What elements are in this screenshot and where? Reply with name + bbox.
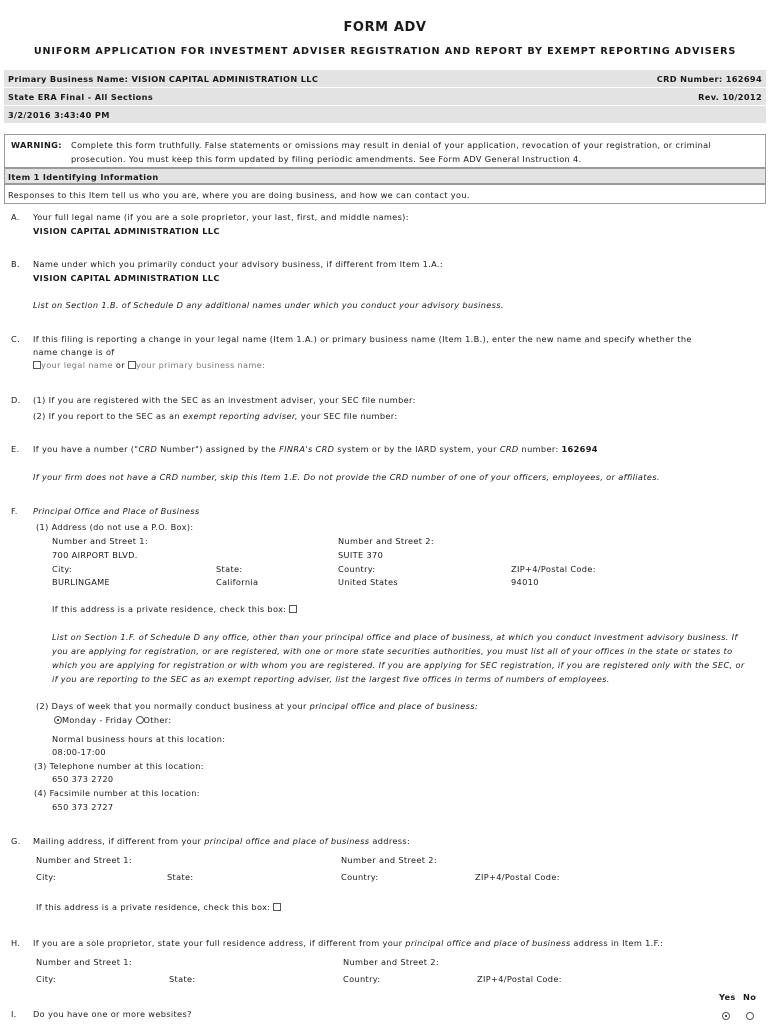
websites-no-radio-wrap xyxy=(746,1011,754,1021)
residence-street2-label: Number and Street 2: xyxy=(343,957,439,967)
item-d-line2-em: exempt reporting adviser, xyxy=(182,411,298,421)
state-value: California xyxy=(216,577,259,587)
mailing-street2-label: Number and Street 2: xyxy=(341,855,437,865)
warning-text-line1: Complete this form truthfully. False statements or omissions may result in denial of your application, revocation of your registration, or criminal xyxy=(71,140,712,150)
item-a-letter: A. xyxy=(11,212,20,222)
form-revision: Rev. 10/2012 xyxy=(698,92,762,102)
item-f-heading: Principal Office and Place of Business xyxy=(33,506,200,516)
item-f-note-line1: List on Section 1.F. of Schedule D any office, other than your principal office and place of business, at which you conduct investment advisory business. If xyxy=(52,632,738,642)
warning-text-line2: prosecution. You must keep this form updated by filing periodic amendments. See Form ADV General Instruction 4. xyxy=(71,154,582,164)
legal-name-option-label: your legal name xyxy=(41,360,113,370)
item-f-note-line3: which you are applying for registration or with whom you are registered. If you are applying for SEC registration, if you are registered only with the SEC, or xyxy=(52,660,745,670)
city-label: City: xyxy=(52,564,72,574)
telephone-value: 650 373 2720 xyxy=(52,774,114,784)
item1-intro: Responses to this Item tell us who you are, where you are doing business, and how we can contact you. xyxy=(8,190,470,200)
mailing-city-label: City: xyxy=(36,872,56,882)
header-bar-business xyxy=(4,70,766,87)
item-h-letter: H. xyxy=(11,938,21,948)
item-e-q-pre: If you have a number (" xyxy=(33,444,139,454)
item1-heading: Item 1 Identifying Information xyxy=(8,172,159,182)
residence-country-label: Country: xyxy=(343,974,381,984)
business-name-value: VISION CAPITAL ADMINISTRATION LLC xyxy=(33,273,220,283)
websites-yes-radio-wrap xyxy=(722,1011,730,1021)
item-e-q-crd2: CRD xyxy=(499,444,519,454)
crd-number-value: 162694 xyxy=(561,444,598,454)
days-label-pre: (2) Days of week that you normally conduct business at your xyxy=(36,701,307,711)
zip-value: 94010 xyxy=(511,577,539,587)
item-b-letter: B. xyxy=(11,259,20,269)
street2-label: Number and Street 2: xyxy=(338,536,434,546)
days-label-em: principal office and place of business: xyxy=(309,701,478,711)
country-value: United States xyxy=(338,577,398,587)
yes-column-header: Yes xyxy=(719,992,736,1002)
mailing-state-label: State: xyxy=(167,872,194,882)
item-e-question xyxy=(33,444,598,454)
item-c-letter: C. xyxy=(11,334,21,344)
hours-value: 08:00-17:00 xyxy=(52,747,106,757)
item-f-note-line4: if you are reporting to the SEC as an exempt reporting adviser, list the largest five offices in terms of numbers of employees. xyxy=(52,674,610,684)
residence-city-label: City: xyxy=(36,974,56,984)
monday-friday-radio[interactable] xyxy=(54,716,62,724)
item-e-note: If your firm does not have a CRD number, skip this Item 1.E. Do not provide the CRD number of one of your officers, employees, or affiliates. xyxy=(33,472,660,482)
item-e-q-crd1: CRD xyxy=(138,444,158,454)
facsimile-label: (4) Facsimile number at this location: xyxy=(34,788,200,798)
item-c-question-line2: name change is of xyxy=(33,347,115,357)
item-c-options xyxy=(33,360,265,370)
days-of-week-label xyxy=(36,701,478,711)
item-f-note-line2: you are applying for registration, or are registered, with one or more state securities authorities, you must list all of your offices in the state or states to xyxy=(52,646,733,656)
item-h-q-post: address in Item 1.F.: xyxy=(573,938,664,948)
item-d-letter: D. xyxy=(11,395,21,405)
mailing-private-residence-checkbox[interactable] xyxy=(273,903,281,911)
residence-zip-label: ZIP+4/Postal Code: xyxy=(477,974,562,984)
item-d-line2-post: your SEC file number: xyxy=(300,411,398,421)
item-e-letter: E. xyxy=(11,444,20,454)
mailing-zip-label: ZIP+4/Postal Code: xyxy=(475,872,560,882)
country-label: Country: xyxy=(338,564,376,574)
form-title: FORM ADV xyxy=(343,20,427,35)
item-e-q-mid2: system or by the IARD system, your xyxy=(337,444,497,454)
item-d-line2 xyxy=(33,411,397,421)
or-text: or xyxy=(115,360,125,370)
no-column-header: No xyxy=(743,992,757,1002)
other-days-label: Other: xyxy=(143,715,172,725)
item-a-question: Your full legal name (if you are a sole proprietor, your last, first, and middle names): xyxy=(33,212,409,222)
street1-value: 700 AIRPORT BLVD. xyxy=(52,550,138,560)
item-b-note: List on Section 1.B. of Schedule D any additional names under which you conduct your advisory business. xyxy=(33,300,504,310)
item-g-q-post: address: xyxy=(372,836,411,846)
item-b-question: Name under which you primarily conduct your advisory business, if different from Item 1.A.: xyxy=(33,259,443,269)
item-d-line2-pre: (2) If you report to the SEC as an xyxy=(33,411,180,421)
websites-no-radio[interactable] xyxy=(746,1012,754,1020)
form-subtitle: UNIFORM APPLICATION FOR INVESTMENT ADVISER REGISTRATION AND REPORT BY EXEMPT REPORTING ADVISERS xyxy=(33,46,737,57)
mailing-private-residence-label: If this address is a private residence, check this box: xyxy=(36,902,271,912)
filing-type: State ERA Final - All Sections xyxy=(8,92,154,102)
item-e-q-mid3: number: xyxy=(521,444,559,454)
facsimile-value: 650 373 2727 xyxy=(52,802,114,812)
header-bar-timestamp xyxy=(4,106,766,123)
item-c-question-line1: If this filing is reporting a change in your legal name (Item 1.A.) or primary business name (Item 1.B.), enter the new name and specify whether the xyxy=(33,334,692,344)
mailing-street1-label: Number and Street 1: xyxy=(36,855,132,865)
private-residence-row xyxy=(52,604,297,614)
warning-label: WARNING: xyxy=(11,140,62,150)
residence-state-label: State: xyxy=(169,974,196,984)
zip-label: ZIP+4/Postal Code: xyxy=(511,564,596,574)
item-i-letter: I. xyxy=(11,1009,17,1019)
primary-business-name: Primary Business Name: VISION CAPITAL ADMINISTRATION LLC xyxy=(8,74,319,84)
street2-value: SUITE 370 xyxy=(338,550,384,560)
other-days-radio[interactable] xyxy=(136,716,144,724)
private-residence-label: If this address is a private residence, check this box: xyxy=(52,604,287,614)
filing-timestamp: 3/2/2016 3:43:40 PM xyxy=(8,110,110,120)
residence-street1-label: Number and Street 1: xyxy=(36,957,132,967)
item-g-question xyxy=(33,836,410,846)
websites-yes-radio[interactable] xyxy=(722,1012,730,1020)
crd-number: CRD Number: 162694 xyxy=(656,74,762,84)
item-f-letter: F. xyxy=(11,506,18,516)
item-h-q-pre: If you are a sole proprietor, state your full residence address, if different from your xyxy=(33,938,403,948)
item-g-letter: G. xyxy=(11,836,21,846)
private-residence-checkbox[interactable] xyxy=(289,605,297,613)
item-g-q-pre: Mailing address, if different from your xyxy=(33,836,202,846)
monday-friday-label: Monday - Friday xyxy=(62,715,133,725)
item-e-q-finra: FINRA's CRD xyxy=(279,444,335,454)
telephone-label: (3) Telephone number at this location: xyxy=(34,761,204,771)
item-g-q-em: principal office and place of business xyxy=(204,836,370,846)
item-e-q-mid1: Number") assigned by the xyxy=(160,444,277,454)
business-name-option-label: your primary business name: xyxy=(135,360,266,370)
item-d-line1: (1) If you are registered with the SEC as an investment adviser, your SEC file number: xyxy=(33,395,416,405)
city-value: BURLINGAME xyxy=(52,577,111,587)
item-h-q-em: principal office and place of business xyxy=(405,938,571,948)
days-options xyxy=(54,715,171,725)
header-bar-filing xyxy=(4,88,766,105)
street1-label: Number and Street 1: xyxy=(52,536,148,546)
legal-name-value: VISION CAPITAL ADMINISTRATION LLC xyxy=(33,226,220,236)
hours-label: Normal business hours at this location: xyxy=(52,734,226,744)
mailing-country-label: Country: xyxy=(341,872,379,882)
business-name-checkbox[interactable] xyxy=(128,361,136,369)
item-h-question xyxy=(33,938,663,948)
state-label: State: xyxy=(216,564,243,574)
item-i-question: Do you have one or more websites? xyxy=(33,1009,192,1019)
mailing-private-residence-row xyxy=(36,902,281,912)
item-f-address-label: (1) Address (do not use a P.O. Box): xyxy=(36,522,194,532)
legal-name-checkbox[interactable] xyxy=(33,361,41,369)
